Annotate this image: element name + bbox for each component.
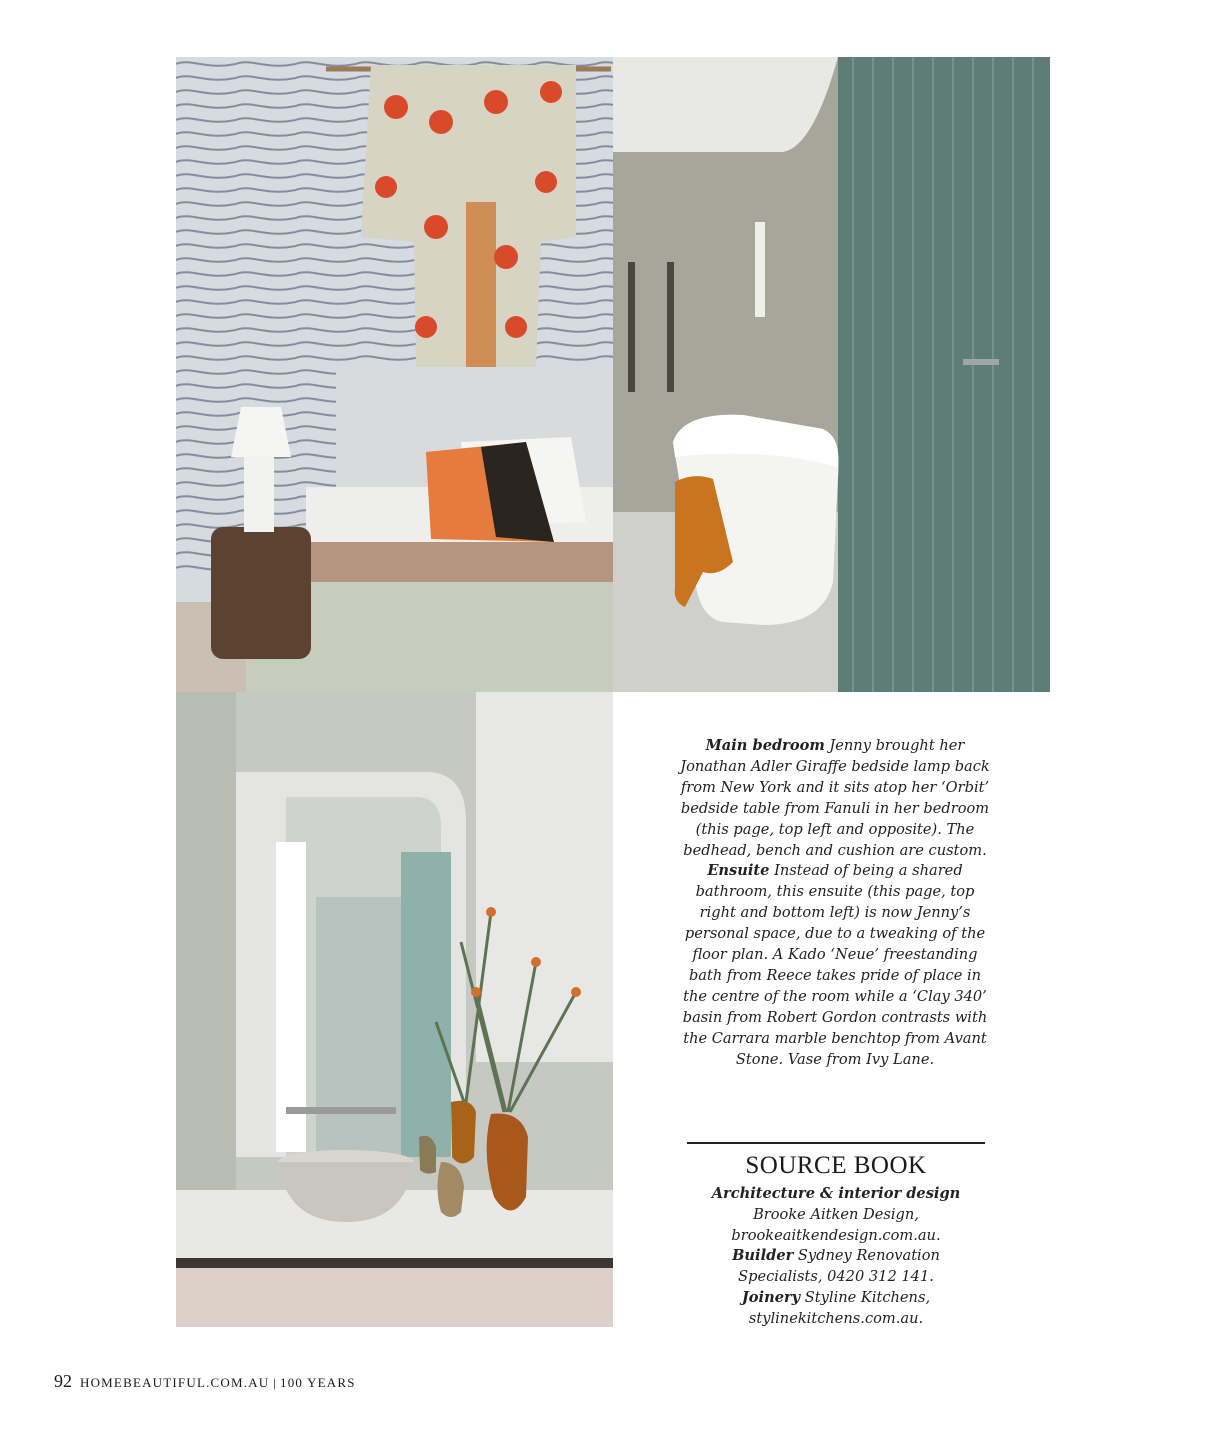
caption-text-ensuite: Instead of being a shared bathroom, this ensuite (this page, top right and bottom left) is now Jenny’s personal space, due to a tweaking of the floor plan. A Kado ‘Neue’ freestanding bath from Reece takes pride of place in the centre of the room while a ‘Clay 340’ basin from Robert Gordon contrasts with the Carrara marble benchtop from Avant Stone. Vase from Ivy Lane. xyxy=(682,862,988,1068)
bathroom-photo xyxy=(613,57,1050,692)
credit-architecture-firm: Brooke Aitken Design, xyxy=(753,1205,919,1223)
credit-architecture-url: brookeaitkendesign.com.au. xyxy=(731,1226,941,1244)
bedroom-photo xyxy=(176,57,613,692)
footer-section: 100 YEARS xyxy=(280,1375,356,1390)
credit-label-architecture: Architecture & interior design xyxy=(711,1185,961,1202)
credit-builder-contact: Specialists, 0420 312 141. xyxy=(738,1268,934,1286)
caption-label-main-bedroom: Main bedroom xyxy=(705,737,825,754)
source-book-credits xyxy=(676,1184,996,1330)
footer-separator: | xyxy=(273,1375,276,1390)
source-book-divider xyxy=(687,1142,985,1144)
credit-builder-name: Sydney Renovation xyxy=(793,1247,940,1265)
photo-caption xyxy=(676,736,994,1071)
page-footer xyxy=(54,1371,356,1392)
credit-joinery-name: Styline Kitchens, xyxy=(800,1288,931,1306)
caption-text-main-bedroom: Jenny brought her Jonathan Adler Giraffe bedside lamp back from New York and it sits atop her ‘Orbit’ bedside table from Fanuli in her bedroom (this page, top left and opposite). The bedhead, bench and cushion are custom. xyxy=(680,737,990,859)
caption-label-ensuite: Ensuite xyxy=(707,862,770,880)
footer-site: HOMEBEAUTIFUL.COM.AU xyxy=(80,1375,270,1390)
credit-label-joinery: Joinery xyxy=(741,1288,801,1306)
source-book-title: SOURCE BOOK xyxy=(745,1152,927,1179)
credit-label-builder: Builder xyxy=(732,1247,794,1265)
vanity-photo xyxy=(176,692,613,1327)
page-number: 92 xyxy=(54,1371,72,1391)
credit-joinery-url: stylinekitchens.com.au. xyxy=(748,1309,924,1327)
